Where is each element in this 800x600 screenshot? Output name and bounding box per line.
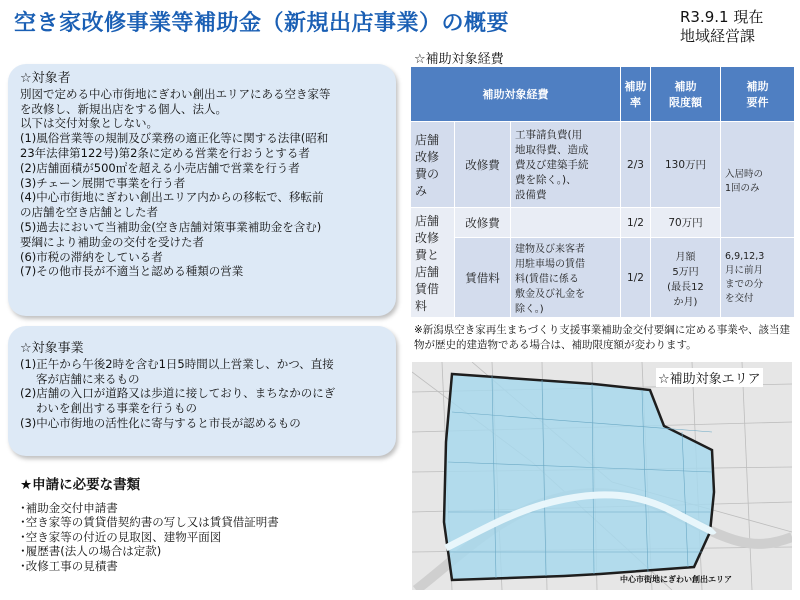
note-text: ※新潟県空き家再生まちづくり支援事業補助金交付要綱に定める事業や、該当建物が歴史的建造物である場合は、補助限度額が変わります。 [414,324,790,351]
map-title: ☆補助対象エリア [656,368,763,387]
department-text: 地域経営課 [680,27,756,45]
header-requirement-text: 補助 要件 [746,80,769,109]
header-rate-text: 補助 率 [624,80,647,109]
header-rate [621,67,651,122]
table-title: ☆補助対象経費 [414,52,504,67]
date-block [680,8,763,46]
row1-rate: 2/3 [621,122,651,208]
requirement-top [721,122,795,238]
row2-rate: 1/2 [621,208,651,238]
row2-type: 改修費 [455,208,511,238]
targets-item-5a: (5)過去において当補助金(空き店舗対策事業補助金を含む) [20,219,322,234]
row1-category-text: 店舗 改修 費のみ [415,132,440,198]
targets-panel [8,64,396,316]
date-text: R3.9.1 現在 [680,8,764,26]
row3-type: 賃借料 [455,238,511,318]
row3-rate: 1/2 [621,238,651,318]
header-requirement [721,67,795,122]
row1-detail [511,122,621,208]
requirement-top-text: 入居時の 1回のみ [725,168,764,194]
targets-intro-1: 別図で定める中心市街地にぎわい創出エリアにある空き家等 [20,86,331,101]
targets-heading: ☆対象者 [20,71,71,86]
row1-limit: 130万円 [651,122,721,208]
header-expense: 補助対象経費 [411,67,621,122]
targets-intro-3: 以下は交付対象としない。 [20,116,158,131]
targets-item-3: (3)チェーン展開で事業を行う者 [20,175,186,190]
targets-intro-2: を改修し、新規出店をする個人、法人。 [20,101,227,116]
row1-category [411,122,455,208]
row1-detail-text: 工事請負費(用 地取得費、造成 費及び建築手続 費を除く。)、 設備費 [515,129,589,201]
document-item-4: ･履歴書(法人の場合は定款) [20,544,162,558]
document-item-5: ･改修工事の見積書 [20,558,118,573]
row2-limit: 70万円 [651,208,721,238]
row2-category-text: 店舗 改修 費と 店舗 賃借 料 [415,213,440,313]
table-row [411,122,795,208]
document-item-2: ･空き家等の賃貸借契約書の写し又は賃貸借証明書 [20,515,279,529]
header-limit [651,67,721,122]
area-map [412,362,792,590]
row3-requirement-text: 6,9,12,3 月に前月 までの分 を交付 [725,251,765,304]
header-limit-text: 補助 限度額 [669,80,702,109]
page-title: 空き家改修事業等補助金（新規出店事業）の概要 [14,11,510,36]
table-header-row [411,67,795,122]
document-item-3: ･空き家等の付近の見取図、建物平面図 [20,529,222,544]
targets-item-4a: (4)中心市街地にぎわい創出エリア内からの移転で、移転前 [20,190,324,205]
documents-section [20,478,279,573]
documents-heading: ★申請に必要な書類 [20,477,141,493]
targets-item-4b: の店舗を空き店舗とした者 [20,205,158,220]
targets-item-5b: 要綱により補助金の交付を受けた者 [20,234,204,249]
targets-item-7: (7)その他市長が不適当と認める種類の営業 [20,264,244,279]
row1-type: 改修費 [455,122,511,208]
targets-item-2: (2)店舗面積が500㎡を超える小売店舗で営業を行う者 [20,160,300,175]
targets-item-1a: (1)風俗営業等の規制及び業務の適正化等に関する法律(昭和 [20,131,329,146]
row3-detail [511,238,621,318]
business-item-1b: 客が店舗に来るもの [36,371,140,386]
business-panel [8,326,396,456]
business-item-2a: (2)店舗の入口が道路又は歩道に接しており、まちなかのにぎ [20,386,336,401]
table-row [411,238,795,318]
map-caption: 中心市街地にぎわい創出エリア [620,575,732,584]
row3-detail-text: 建物及び来客者 用駐車場の賃借 料(賃借に係る 敷金及び礼金を 除く。) [515,244,585,315]
business-item-3: (3)中心市街地の活性化に寄与すると市長が認めるもの [20,415,301,430]
business-item-2b: わいを創出する事業を行うもの [36,401,197,416]
grant-table [410,66,795,318]
row2-detail [511,208,621,238]
business-heading: ☆対象事業 [20,341,84,356]
row3-requirement [721,238,795,318]
business-item-1a: (1)正午から午後2時を含む1日5時間以上営業し、かつ、直接 [20,356,334,371]
document-item-1: ･補助金交付申請書 [20,500,118,515]
row3-limit-text: 月額 5万円 (最長12 か月) [667,251,704,308]
row2-category [411,208,455,318]
row3-limit [651,238,721,318]
targets-item-6: (6)市税の滞納をしている者 [20,249,163,264]
targets-item-1b: 23年法律第122号)第2条に定める営業を行おうとする者 [20,145,310,160]
